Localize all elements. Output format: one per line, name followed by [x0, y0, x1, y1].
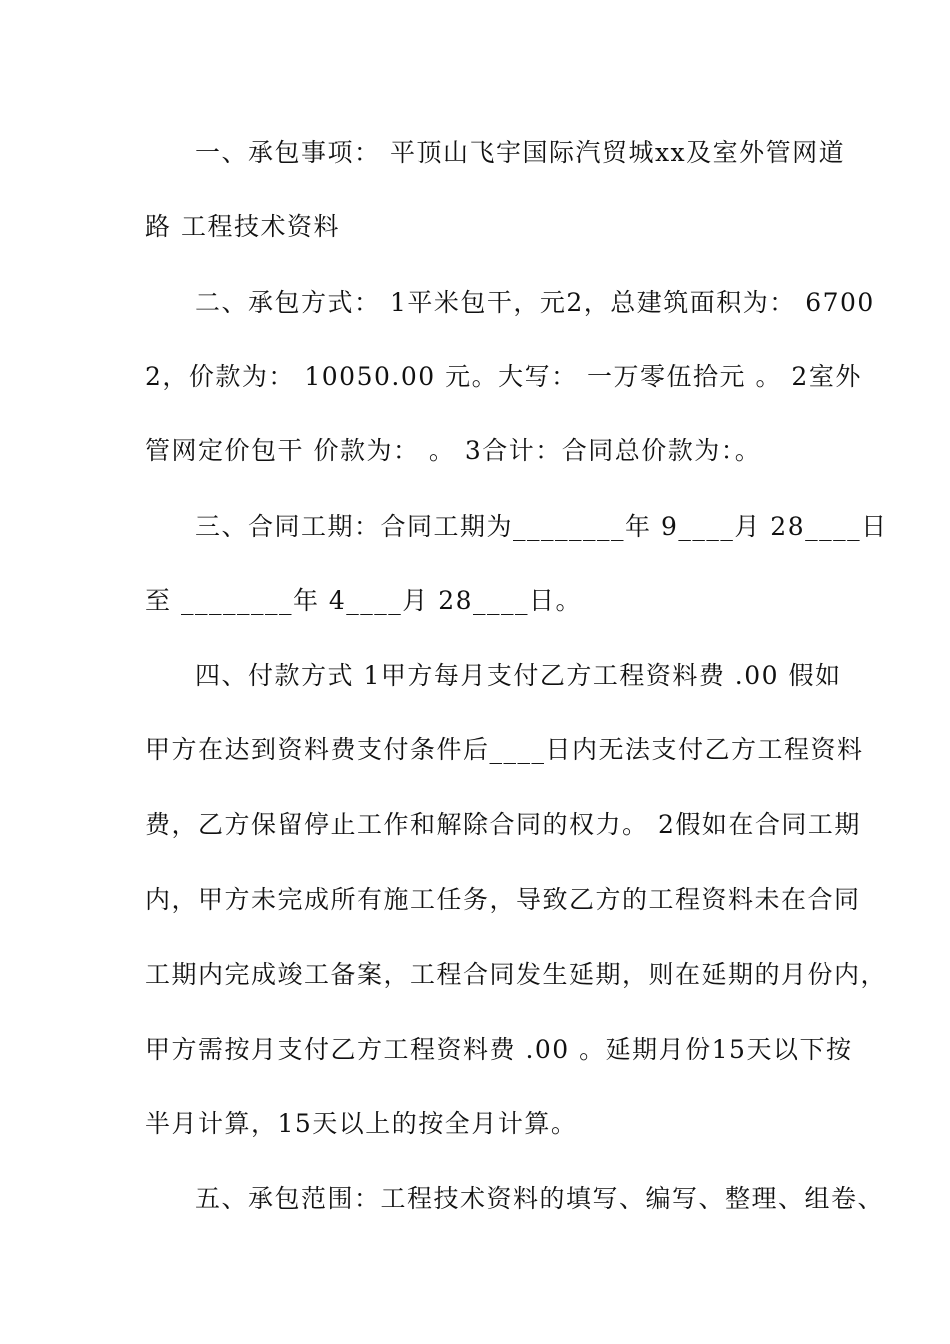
- section-1-line-1: 一、承包事项： 平顶山飞宇国际汽贸城xx及室外管网道: [195, 138, 846, 167]
- section-4-line-5: 工期内完成竣工备案，工程合同发生延期，则在延期的月份内，: [145, 960, 888, 989]
- section-4-line-6: 甲方需按月支付乙方工程资料费 .00 。延期月份15天以下按: [145, 1035, 853, 1064]
- section-5-line-1: 五、承包范围：工程技术资料的填写、编写、整理、组卷、: [195, 1184, 885, 1213]
- section-4-line-3: 费，乙方保留停止工作和解除合同的权力。 2假如在合同工期: [145, 810, 861, 839]
- section-1-line-2: 路 工程技术资料: [145, 212, 340, 241]
- section-2-line-1: 二、承包方式： 1平米包干，元2，总建筑面积为： 6700: [195, 288, 875, 317]
- section-2-line-2: 2，价款为： 10050.00 元。大写： 一万零伍拾元 。 2室外: [145, 362, 862, 391]
- section-4-line-4: 内，甲方未完成所有施工任务，导致乙方的工程资料未在合同: [145, 885, 861, 914]
- section-4-line-2: 甲方在达到资料费支付条件后____日内无法支付乙方工程资料: [145, 735, 864, 764]
- section-3-line-1: 三、合同工期：合同工期为________年 9____月 28____日: [195, 512, 888, 541]
- section-4-line-7: 半月计算，15天以上的按全月计算。: [145, 1109, 578, 1138]
- section-2-line-3: 管网定价包干 价款为： 。 3合计：合同总价款为：。: [145, 436, 762, 465]
- section-4-line-1: 四、付款方式 1甲方每月支付乙方工程资料费 .00 假如: [195, 661, 842, 690]
- section-3-line-2: 至 ________年 4____月 28____日。: [145, 586, 583, 615]
